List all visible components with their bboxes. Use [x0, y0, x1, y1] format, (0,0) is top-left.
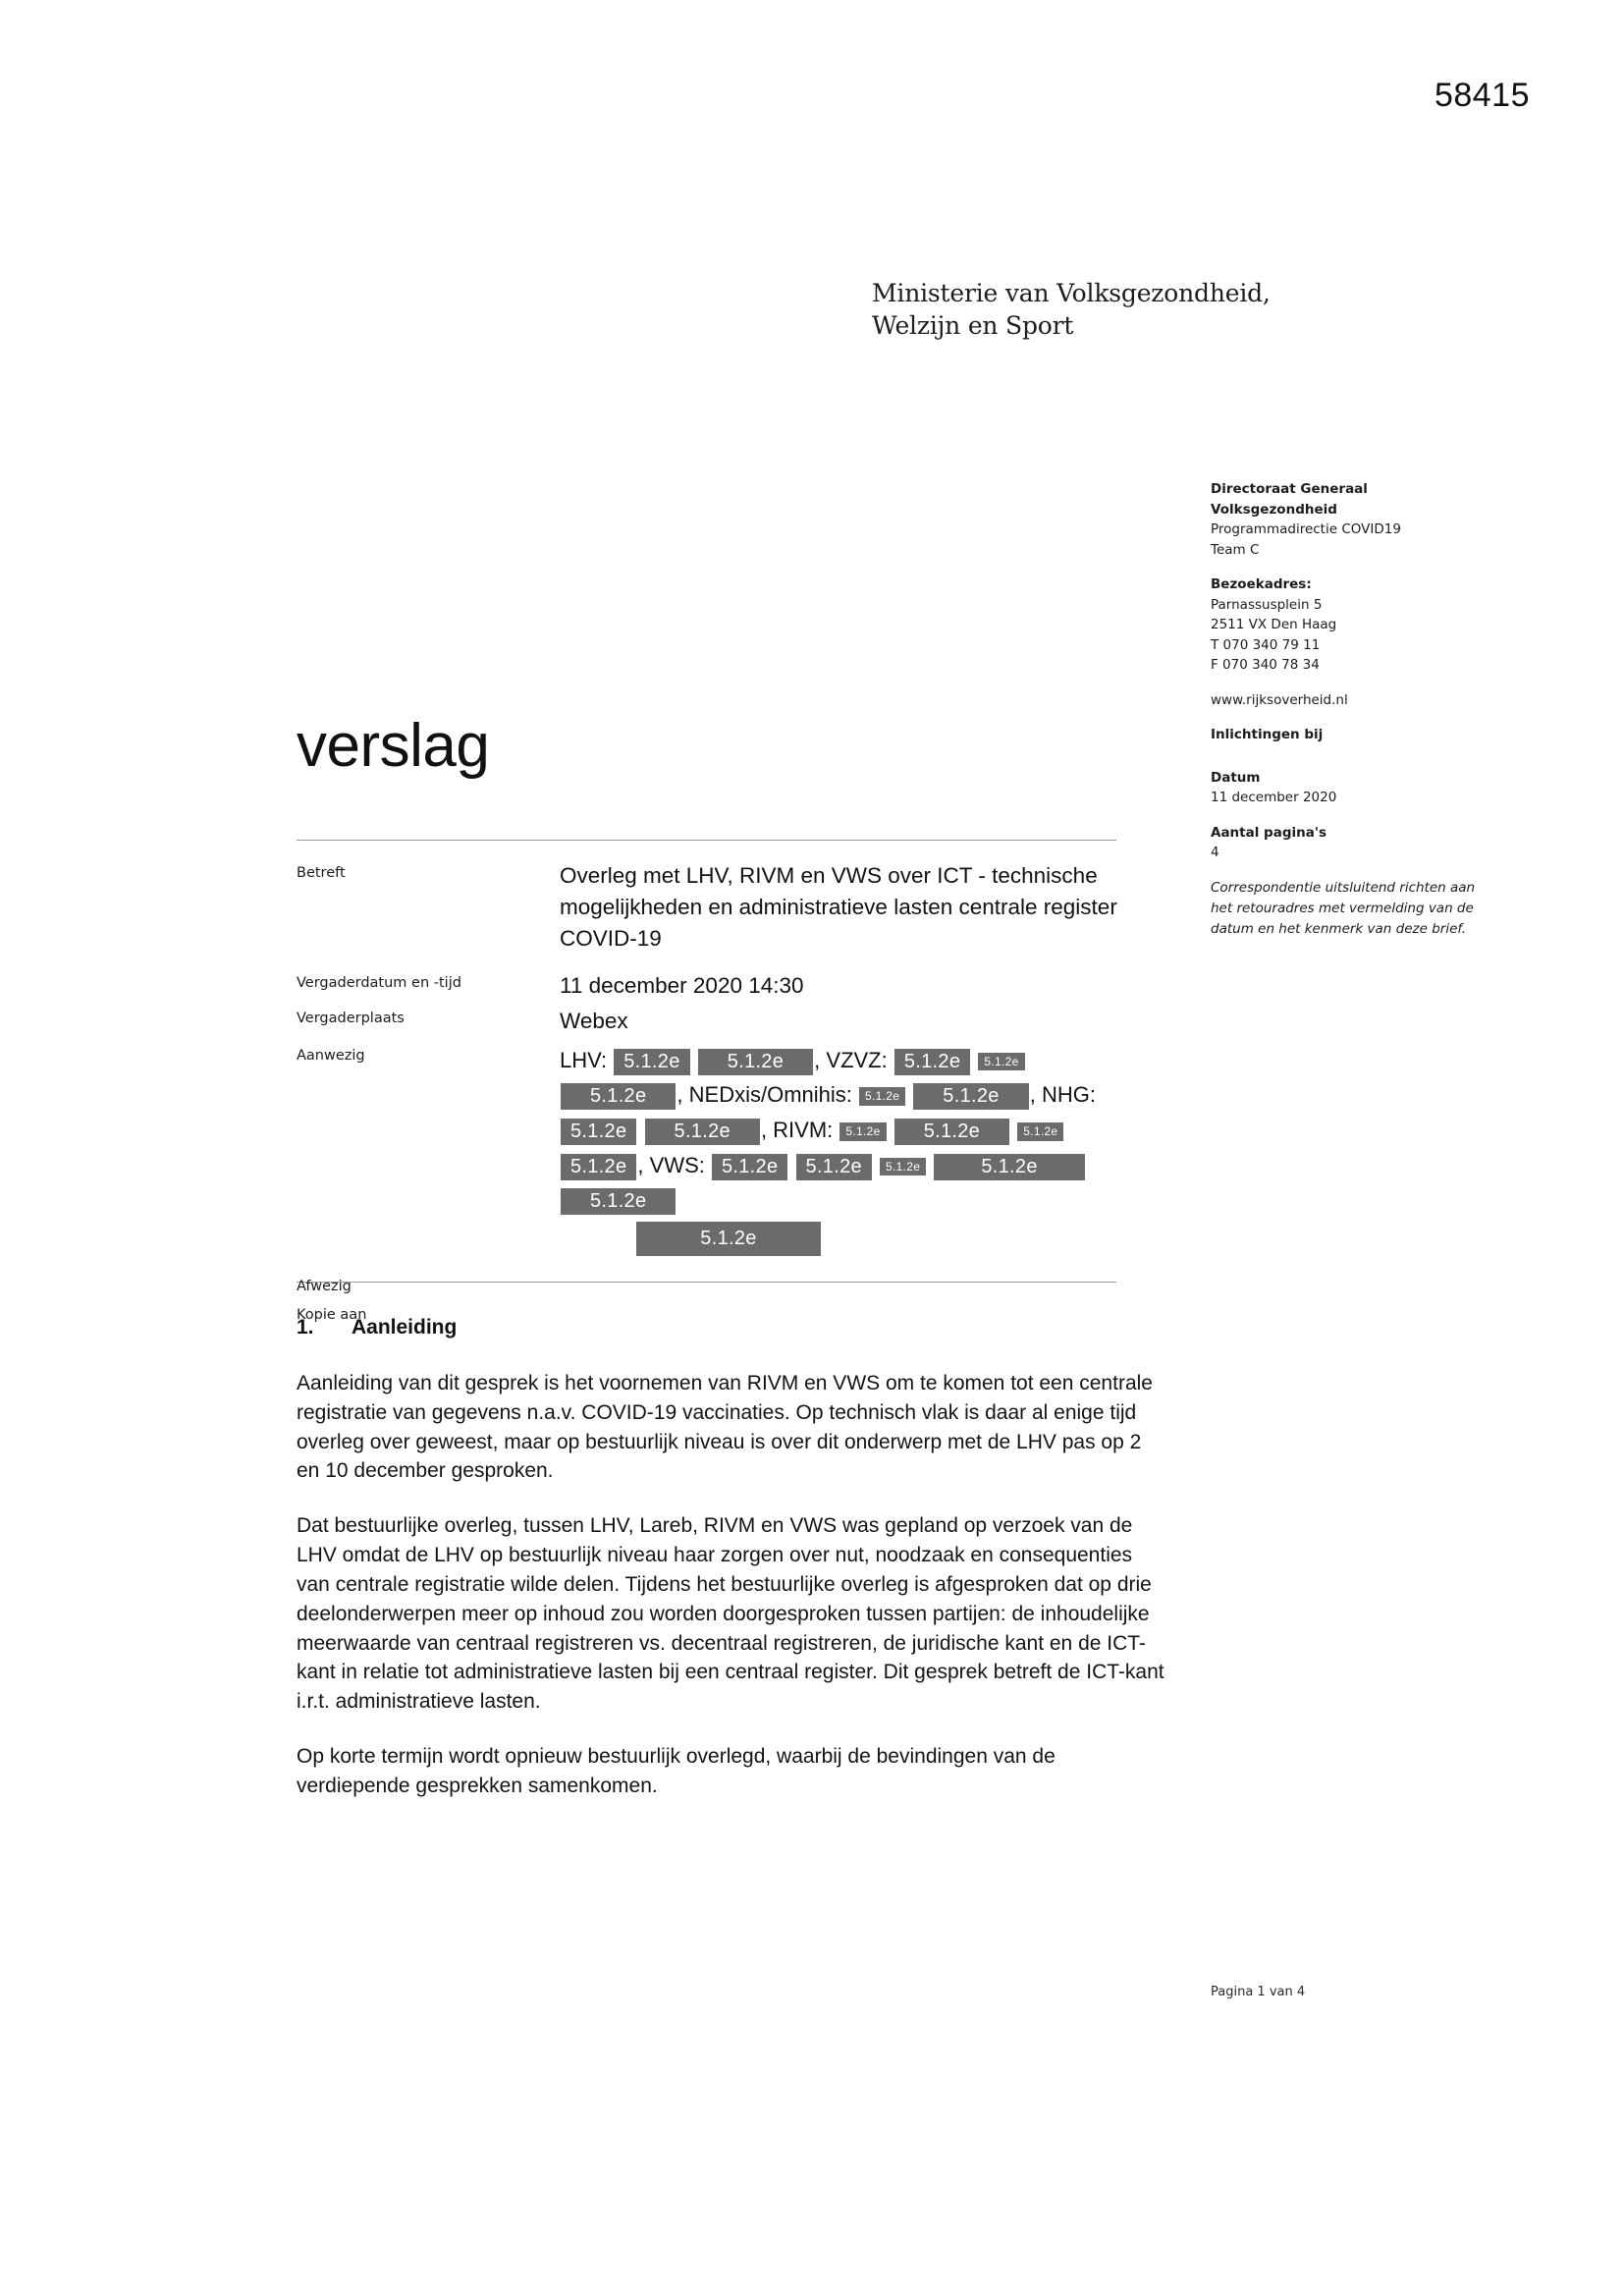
- section-heading: [297, 1316, 1168, 1339]
- phone-line: T 070 340 79 11: [1211, 636, 1321, 653]
- body-paragraph: Aanleiding van dit gesprek is het voornemen van RIVM en VWS om te komen tot een centrale registratie van gegevens n.a.v. COVID-19 vaccinaties. Op technisch vlak is daar al enige tijd overleg over geweest, maar op bestuurlijk niveau is over dit onderwerp met de LHV pas op 2 en 10 december gesproken.: [297, 1372, 1153, 1483]
- meta-sidebar: [1211, 479, 1476, 940]
- redaction-box: 5.1.2e: [561, 1154, 636, 1180]
- attendees-value: [560, 1043, 1141, 1256]
- directorate-line-1: Directoraat Generaal: [1211, 481, 1368, 497]
- correspondence-note: Correspondentie uitsluitend richten aan het retouradres met vermelding van de datum en het kenmerk van deze brief.: [1211, 879, 1476, 937]
- redaction-box: 5.1.2e: [614, 1049, 689, 1075]
- redaction-box: 5.1.2e: [561, 1083, 676, 1110]
- redaction-box: 5.1.2e: [796, 1154, 872, 1180]
- attendees-label: Aanwezig: [297, 1047, 365, 1064]
- row-subject: [297, 860, 1141, 955]
- document-body: [297, 1316, 1168, 1801]
- programme-line: Programmadirectie COVID19: [1211, 521, 1401, 538]
- ministry-line-1: Ministerie van Volksgezondheid,: [872, 279, 1271, 307]
- ministry-line-2: Welzijn en Sport: [872, 311, 1074, 340]
- date-label: Datum: [1211, 769, 1261, 786]
- meeting-date-value: 11 december 2020 14:30: [560, 972, 804, 998]
- absent-label: Afwezig: [297, 1278, 352, 1294]
- redaction-box: 5.1.2e: [934, 1154, 1084, 1180]
- attendee-org-label: LHV:: [560, 1047, 614, 1072]
- body-paragraph: Op korte termijn wordt opnieuw bestuurlijk overlegd, waarbij de bevindingen van de verdiepende gesprekken samenkomen.: [297, 1744, 1056, 1797]
- copy-to-label: Kopie aan: [297, 1306, 367, 1323]
- visiting-address-block: [1211, 574, 1476, 676]
- subject-value: Overleg met LHV, RIVM en VWS over ICT - technische mogelijkheden en administratieve lasten centrale register COVID-19: [560, 863, 1117, 951]
- divider-top: [297, 840, 1116, 841]
- redaction-box: 5.1.2e: [712, 1154, 787, 1180]
- scan-number: 58415: [1434, 77, 1530, 114]
- ministry-wordmark: [872, 277, 1271, 342]
- page-title: verslag: [297, 712, 490, 780]
- attendee-org-label: VWS:: [649, 1152, 711, 1177]
- row-meeting-place: [297, 1006, 1141, 1037]
- page-count-label: Aantal pagina's: [1211, 824, 1327, 841]
- contact-value-empty: [1211, 745, 1476, 753]
- date-value: 11 december 2020: [1211, 790, 1337, 806]
- visiting-address-label: Bezoekadres:: [1211, 576, 1312, 593]
- meeting-place-label: Vergaderplaats: [297, 1010, 405, 1026]
- attendee-separator: ,: [677, 1082, 689, 1108]
- website-block: [1211, 690, 1476, 711]
- attendee-org-label: RIVM:: [773, 1117, 839, 1142]
- page-count-block: [1211, 823, 1476, 863]
- directorate-block: [1211, 479, 1476, 560]
- redaction-box: 5.1.2e: [561, 1188, 676, 1215]
- city-line: 2511 VX Den Haag: [1211, 617, 1337, 633]
- attendee-separator: ,: [1029, 1082, 1042, 1108]
- redaction-box: 5.1.2e: [880, 1158, 926, 1176]
- subject-label: Betreft: [297, 865, 346, 881]
- section-number: 1.: [297, 1316, 314, 1339]
- redaction-box: 5.1.2e: [636, 1222, 821, 1256]
- row-absent: [297, 1274, 1141, 1294]
- attendee-separator: ,: [637, 1152, 650, 1177]
- page-indicator: Pagina 1 van 4: [1211, 1985, 1306, 1999]
- row-attendees: [297, 1043, 1141, 1256]
- meeting-date-label: Vergaderdatum en -tijd: [297, 974, 461, 991]
- page-count-value: 4: [1211, 845, 1219, 861]
- date-block: [1211, 768, 1476, 808]
- redaction-box: 5.1.2e: [839, 1122, 886, 1141]
- redaction-box: 5.1.2e: [698, 1049, 813, 1075]
- redaction-box: 5.1.2e: [561, 1119, 636, 1145]
- attendee-org-label: NHG:: [1041, 1082, 1096, 1108]
- meeting-meta-table: [297, 860, 1141, 1323]
- meeting-place-value: Webex: [560, 1008, 628, 1033]
- attendee-org-label: VZVZ:: [826, 1047, 893, 1072]
- attendee-separator: ,: [814, 1047, 827, 1072]
- row-meeting-date: [297, 970, 1141, 1002]
- street-line: Parnassusplein 5: [1211, 596, 1323, 613]
- redaction-box: 5.1.2e: [645, 1119, 760, 1145]
- fax-line: F 070 340 78 34: [1211, 657, 1320, 674]
- redaction-box: 5.1.2e: [894, 1049, 970, 1075]
- attendee-separator: ,: [760, 1117, 774, 1142]
- redaction-box: 5.1.2e: [913, 1083, 1028, 1110]
- redaction-box: 5.1.2e: [1017, 1122, 1063, 1141]
- contact-label: Inlichtingen bij: [1211, 727, 1324, 743]
- body-paragraph: Dat bestuurlijke overleg, tussen LHV, Lareb, RIVM en VWS was gepland op verzoek van de LHV omdat de LHV op bestuurlijk niveau haar zorgen over nut, noodzaak en consequenties van centrale registratie wilde delen. Tijdens het bestuurlijke overleg is afgesproken dat op drie deelonderwerpen meer op inhoud zou worden doorgesproken tussen partijen: de inhoudelijke meerwaarde van centraal registreren vs. decentraal registreren, de juridische kant en de ICT-kant in relatie tot administratieve lasten bij een centraal register. Dit gesprek betreft de ICT-kant i.r.t. administratieve lasten.: [297, 1514, 1164, 1714]
- redaction-box: 5.1.2e: [859, 1087, 905, 1106]
- redaction-box: 5.1.2e: [978, 1053, 1024, 1071]
- redaction-box: 5.1.2e: [894, 1119, 1009, 1145]
- attendee-org-label: NEDxis/Omnihis:: [688, 1082, 858, 1108]
- section-title: Aanleiding: [352, 1316, 458, 1339]
- team-line: Team C: [1211, 541, 1260, 558]
- website-link[interactable]: www.rijksoverheid.nl: [1211, 691, 1348, 708]
- contact-block: [1211, 725, 1476, 753]
- directorate-line-2: Volksgezondheid: [1211, 501, 1337, 518]
